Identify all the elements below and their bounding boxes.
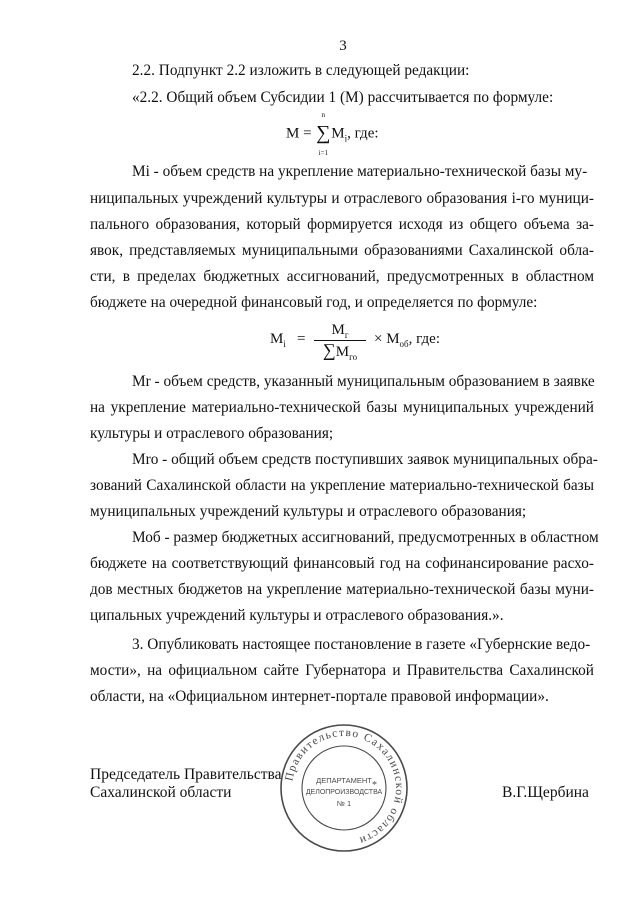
formula-term-subscript: i (344, 133, 348, 144)
mr-line-2: на укрепление материально-технической базы муниципальных учреждений (90, 399, 594, 416)
official-stamp (278, 722, 410, 854)
mr-line-1: Mr - объем средств, указанный муниципальным образованием в заявке (132, 373, 595, 390)
signatory-name: В.Г.Щербина (502, 784, 589, 801)
paragraph-2-2: 2.2. Подпункт 2.2 изложить в следующей редакции: (132, 62, 470, 79)
mi-line-3: пального образования, который формируется исходя из общего объема за- (90, 216, 594, 233)
mro-line-3: муниципальных учреждений культуры и отраслевого образования; (90, 503, 527, 520)
mr-line-3: культуры и отраслевого образования; (90, 425, 334, 442)
mob-line-4: ципальных учреждений культуры и отраслевого образования.». (90, 607, 504, 624)
item-3-line-2: мости», на официальном сайте Губернатора и Правительства Сахалинской (90, 662, 594, 679)
formula-tail: , где: (347, 125, 379, 142)
mi-line-4: явок, представляемых муниципальными образованиями Сахалинской обла- (90, 242, 594, 259)
stamp-line-3: № 1 (336, 799, 352, 808)
formula-lhs: М = (286, 125, 312, 142)
formula-total-subsidy (286, 111, 379, 157)
page-number: 3 (339, 38, 347, 54)
item-3-line-3: области, на «Официальном интернет-портале правовой информации». (90, 688, 549, 705)
mob-line-3: дов местных бюджетов на укрепление материально-технической базы муни- (90, 581, 594, 598)
mro-line-1: Mro - общий объем средств поступивших заявок муниципальных обра- (132, 451, 598, 468)
formula2-multiplier: × $М_{об}$, где: (374, 331, 441, 349)
fraction-denominator: $\sum М_{го}$ (322, 340, 358, 362)
formula-term: М (331, 125, 345, 142)
stamp-line-2: ДЕЛОПРОИЗВОДСТВА (305, 789, 383, 796)
fraction-numerator: $М_г$ (331, 322, 349, 340)
sum-symbol: n ∑ i=1 (316, 111, 331, 157)
item-3-line-1: 3. Опубликовать настоящее постановление в газете «Губернские ведо- (132, 636, 591, 653)
stamp-star-icon: * (372, 780, 377, 791)
paragraph-2-2-formula-intro: «2.2. Общий объем Субсидии 1 (М) рассчитывается по формуле: (132, 89, 554, 106)
formula2-lhs: $М_i$ (270, 331, 286, 349)
mi-line-6: бюджете на очередной финансовый год, и определяется по формуле: (90, 294, 538, 311)
mob-line-1: Моб - размер бюджетных ассигнований, предусмотренных в областном (132, 529, 599, 546)
stamp-line-1: ДЕПАРТАМЕНТ (316, 776, 372, 785)
sum-upper-limit: n (321, 111, 326, 119)
mob-line-2: бюджете на соответствующий финансовый год на софинансирование расхо- (90, 555, 594, 572)
mi-line-2: ниципальных учреждений культуры и отраслевого образования i-го муници- (90, 190, 594, 207)
signatory-title-line-1: Председатель Правительства (90, 766, 282, 783)
mro-line-2: зований Сахалинской области на укрепление материально-технической базы (90, 477, 594, 494)
mi-line-5: сти, в пределах бюджетных ассигнований, предусмотренных в областном (90, 268, 594, 285)
sum-lower-limit: i=1 (318, 149, 328, 157)
formula2-equals: = (297, 331, 306, 347)
stamp-ring-text: Правительство Сахалинской области (283, 726, 406, 847)
mi-line-1: Mi - объем средств на укрепление материально-технической базы му- (132, 163, 588, 180)
signatory-title-line-2: Сахалинской области (90, 784, 232, 801)
